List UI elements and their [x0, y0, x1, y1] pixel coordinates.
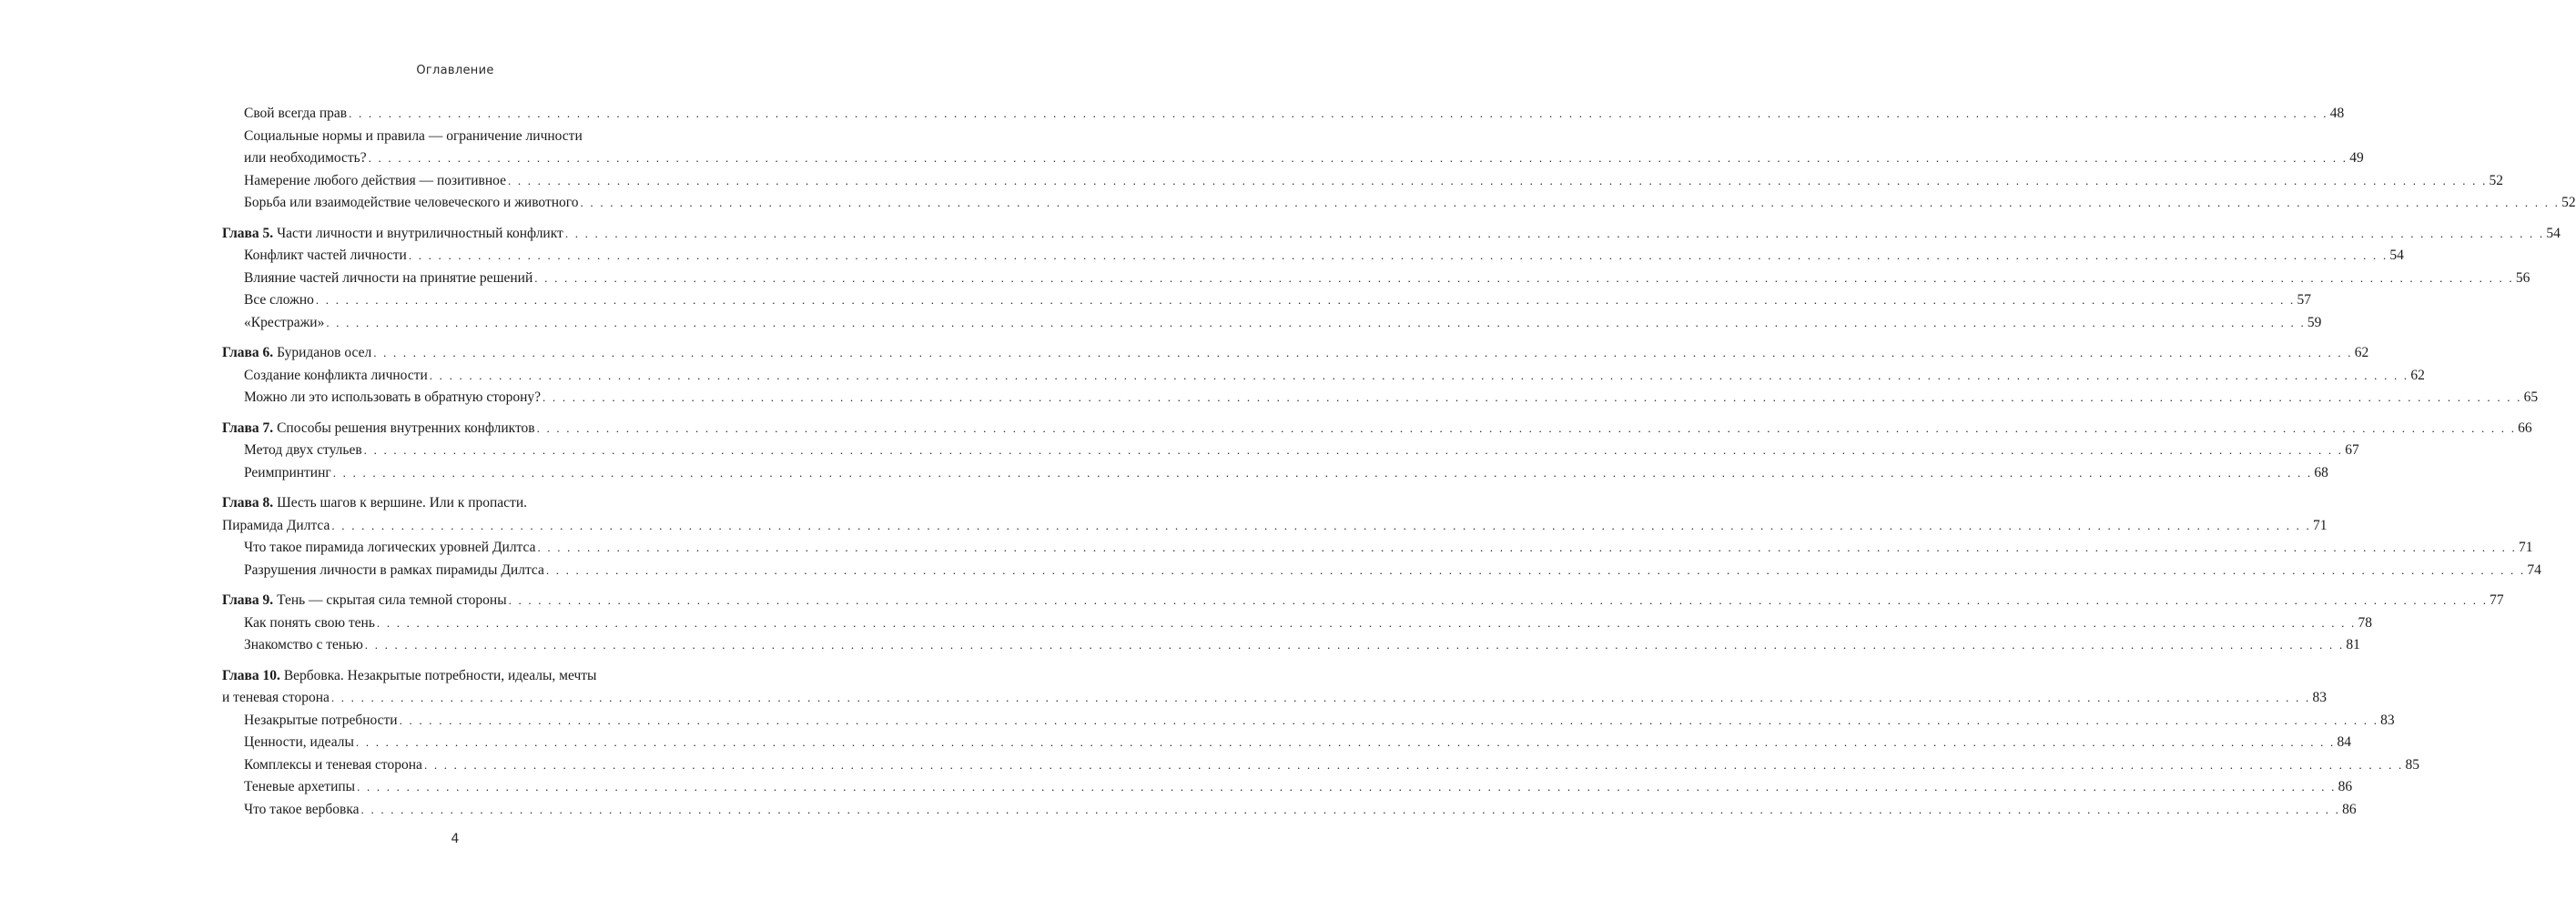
toc-page-number: 62: [2410, 367, 2425, 383]
dot-leader: . . . . . . . . . . . . . . . . . . . . . . . . . . . . . . . . . . . . . . . . . . . . . . . . . . . . . . . . . . . . . . . . . . . . . . . . . . . . . . . . . . . . . . . . . . . . . . . . . . . . . . . . . . . . . . . . . . . . . . . . . . . . . . . . . . . . . . . . . . . . . . . . . . . . . . . . . . . . . . . . . . . . . . . . . . . . . . . . . . . . . . . . . . . . . . . . . . . . . . . .: [330, 691, 2311, 704]
dot-leader: . . . . . . . . . . . . . . . . . . . . . . . . . . . . . . . . . . . . . . . . . . . . . . . . . . . . . . . . . . . . . . . . . . . . . . . . . . . . . . . . . . . . . . . . . . . . . . . . . . . . . . . . . . . . . . . . . . . . . . . . . . . . . . . . . . . . . . . . . . . . . . . . . . . . . . . . . . . . . . . . . . . . . . . . . . . . . . . . . . . . . . . . . . . . . . . . . . . . . . . .: [315, 293, 2296, 307]
toc-chapter-entry: [222, 223, 2561, 246]
page-number: 4: [451, 832, 460, 846]
toc-entry-title: [222, 223, 563, 245]
toc-entry-title: [222, 590, 507, 612]
chapter-label: Глава 6.: [222, 345, 274, 360]
toc-entry: [222, 710, 2395, 733]
dot-leader: . . . . . . . . . . . . . . . . . . . . . . . . . . . . . . . . . . . . . . . . . . . . . . . . . . . . . . . . . . . . . . . . . . . . . . . . . . . . . . . . . . . . . . . . . . . . . . . . . . . . . . . . . . . . . . . . . . . . . . . . . . . . . . . . . . . . . . . . . . . . . . . . . . . . . . . . . . . . . . . . . . . . . . . . . . . . . . . . . . . . . . . . . . . . . . . . . . . . . . . .: [360, 802, 2341, 816]
dot-leader: . . . . . . . . . . . . . . . . . . . . . . . . . . . . . . . . . . . . . . . . . . . . . . . . . . . . . . . . . . . . . . . . . . . . . . . . . . . . . . . . . . . . . . . . . . . . . . . . . . . . . . . . . . . . . . . . . . . . . . . . . . . . . . . . . . . . . . . . . . . . . . . . . . . . . . . . . . . . . . . . . . . . . . . . . . . . . . . . . . . . . . . . . . . . . . . . . . . . . . . .: [429, 368, 2409, 382]
toc-entry-title: Комплексы и теневая сторона: [244, 756, 422, 773]
toc-entry: [222, 537, 2533, 560]
dot-leader: . . . . . . . . . . . . . . . . . . . . . . . . . . . . . . . . . . . . . . . . . . . . . . . . . . . . . . . . . . . . . . . . . . . . . . . . . . . . . . . . . . . . . . . . . . . . . . . . . . . . . . . . . . . . . . . . . . . . . . . . . . . . . . . . . . . . . . . . . . . . . . . . . . . . . . . . . . . . . . . . . . . . . . . . . . . . . . . . . . . . . . . . . . . . . . . . . . . . . . . .: [363, 443, 2344, 457]
dot-leader: . . . . . . . . . . . . . . . . . . . . . . . . . . . . . . . . . . . . . . . . . . . . . . . . . . . . . . . . . . . . . . . . . . . . . . . . . . . . . . . . . . . . . . . . . . . . . . . . . . . . . . . . . . . . . . . . . . . . . . . . . . . . . . . . . . . . . . . . . . . . . . . . . . . . . . . . . . . . . . . . . . . . . . . . . . . . . . . . . . . . . . . . . . . . . . . . . . . . . . . .: [364, 638, 2345, 652]
dot-leader: . . . . . . . . . . . . . . . . . . . . . . . . . . . . . . . . . . . . . . . . . . . . . . . . . . . . . . . . . . . . . . . . . . . . . . . . . . . . . . . . . . . . . . . . . . . . . . . . . . . . . . . . . . . . . . . . . . . . . . . . . . . . . . . . . . . . . . . . . . . . . . . . . . . . . . . . . . . . . . . . . . . . . . . . . . . . . . . . . . . . . . . . . . . . . . . . . . . . . . . .: [376, 615, 2357, 630]
toc-entry: [222, 440, 2359, 462]
toc-entry-title: Борьба или взаимодействие человеческого и животного: [244, 195, 579, 210]
toc-entry: [222, 462, 2328, 485]
toc-entry-title: Реимпринтинг: [244, 464, 331, 480]
running-header: Оглавление: [416, 64, 494, 77]
toc-page-number: 83: [2312, 690, 2327, 705]
dot-leader: . . . . . . . . . . . . . . . . . . . . . . . . . . . . . . . . . . . . . . . . . . . . . . . . . . . . . . . . . . . . . . . . . . . . . . . . . . . . . . . . . . . . . . . . . . . . . . . . . . . . . . . . . . . . . . . . . . . . . . . . . . . . . . . . . . . . . . . . . . . . . . . . . . . . . . . . . . . . . . . . . . . . . . . . . . . . . . . . . . . . . . . . . . . . . . . . . . . . . . . .: [534, 270, 2514, 285]
toc-entry: [222, 170, 2504, 193]
toc-page-number: 52: [2489, 172, 2504, 188]
toc-entry-title: Что такое пирамида логических уровней Дилтса: [244, 540, 536, 555]
toc-entry-title: Создание конфликта личности: [244, 367, 428, 383]
toc-entry-title: «Крестражи»: [244, 314, 325, 330]
toc-page-number: 74: [2527, 561, 2541, 578]
toc-entry: [222, 687, 2327, 710]
toc-entry: [222, 268, 2530, 290]
toc-entry-title: [222, 668, 596, 683]
toc-page-number: 71: [2519, 540, 2533, 555]
dot-leader: . . . . . . . . . . . . . . . . . . . . . . . . . . . . . . . . . . . . . . . . . . . . . . . . . . . . . . . . . . . . . . . . . . . . . . . . . . . . . . . . . . . . . . . . . . . . . . . . . . . . . . . . . . . . . . . . . . . . . . . . . . . . . . . . . . . . . . . . . . . . . . . . . . . . . . . . . . . . . . . . . . . . . . . . . . . . . . . . . . . . . . . . . . . . . . . . . . . . . . . .: [368, 151, 2348, 165]
toc-page-number: 68: [2314, 464, 2328, 480]
toc-page-number: 84: [2337, 734, 2351, 750]
toc-entry: [222, 365, 2425, 388]
toc-page-number: 49: [2349, 150, 2364, 166]
dot-leader: . . . . . . . . . . . . . . . . . . . . . . . . . . . . . . . . . . . . . . . . . . . . . . . . . . . . . . . . . . . . . . . . . . . . . . . . . . . . . . . . . . . . . . . . . . . . . . . . . . . . . . . . . . . . . . . . . . . . . . . . . . . . . . . . . . . . . . . . . . . . . . . . . . . . . . . . . . . . . . . . . . . . . . . . . . . . . . . . . . . . . . . . . . . . . . . . . . . . . . . .: [399, 713, 2379, 727]
toc-entry: [222, 126, 691, 148]
toc-entry-title: [222, 495, 527, 511]
toc-entry-title: Незакрытые потребности: [244, 712, 398, 728]
toc-entry-title: или необходимость?: [244, 150, 367, 166]
toc-entry: [222, 634, 2360, 657]
dot-leader: . . . . . . . . . . . . . . . . . . . . . . . . . . . . . . . . . . . . . . . . . . . . . . . . . . . . . . . . . . . . . . . . . . . . . . . . . . . . . . . . . . . . . . . . . . . . . . . . . . . . . . . . . . . . . . . . . . . . . . . . . . . . . . . . . . . . . . . . . . . . . . . . . . . . . . . . . . . . . . . . . . . . . . . . . . . . . . . . . . . . . . . . . . . . . . . . . . . . . . . .: [408, 248, 2388, 262]
toc-chapter-entry: [222, 590, 2504, 612]
chapter-title: Части личности и внутриличностный конфликт: [277, 225, 563, 241]
toc-entry-title: Разрушения личности в рамках пирамиды Дилтса: [244, 561, 544, 578]
toc-entry-title: Знакомство с тенью: [244, 637, 363, 652]
toc-page-number: 78: [2358, 614, 2372, 631]
toc-entry: [222, 732, 2351, 754]
toc-entry: [222, 387, 2539, 410]
toc-page-number: 57: [2297, 292, 2311, 308]
toc-page-number: 54: [2546, 225, 2561, 241]
toc-chapter-entry: [222, 492, 691, 515]
toc-page-number: 65: [2523, 389, 2539, 405]
toc-entry-title: Намерение любого действия — позитивное: [244, 172, 506, 188]
chapter-title: Шесть шагов к вершине. Или к пропасти.: [277, 495, 528, 511]
toc-entry: [222, 192, 2576, 215]
toc-chapter-entry: [222, 418, 2532, 440]
toc-entry-title: [222, 342, 371, 364]
toc-entry: [222, 103, 2345, 126]
toc-page-number: 71: [2312, 517, 2328, 533]
toc-entry: [222, 147, 2364, 170]
toc-entry-title: Влияние частей личности на принятие решений: [244, 269, 533, 286]
dot-leader: . . . . . . . . . . . . . . . . . . . . . . . . . . . . . . . . . . . . . . . . . . . . . . . . . . . . . . . . . . . . . . . . . . . . . . . . . . . . . . . . . . . . . . . . . . . . . . . . . . . . . . . . . . . . . . . . . . . . . . . . . . . . . . . . . . . . . . . . . . . . . . . . . . . . . . . . . . . . . . . . . . . . . . . . . . . . . . . . . . . . . . . . . . . . . . . . . . . . . . . .: [326, 315, 2306, 329]
toc-page-number: 77: [2490, 592, 2504, 608]
toc-entry-title: Социальные нормы и правила — ограничение личности: [244, 127, 583, 144]
toc-entry: [222, 612, 2372, 635]
toc-entry-title: Ценности, идеалы: [244, 734, 354, 750]
table-of-contents: [222, 103, 2576, 821]
toc-chapter-entry: [222, 665, 691, 688]
toc-entry: [222, 754, 2419, 777]
toc-entry-title: [222, 418, 535, 440]
chapter-title: Вербовка. Незакрытые потребности, идеалы, мечты: [283, 667, 597, 683]
dot-leader: . . . . . . . . . . . . . . . . . . . . . . . . . . . . . . . . . . . . . . . . . . . . . . . . . . . . . . . . . . . . . . . . . . . . . . . . . . . . . . . . . . . . . . . . . . . . . . . . . . . . . . . . . . . . . . . . . . . . . . . . . . . . . . . . . . . . . . . . . . . . . . . . . . . . . . . . . . . . . . . . . . . . . . . . . . . . . . . . . . . . . . . . . . . . . . . . . . . . . . . .: [332, 465, 2313, 480]
dot-leader: . . . . . . . . . . . . . . . . . . . . . . . . . . . . . . . . . . . . . . . . . . . . . . . . . . . . . . . . . . . . . . . . . . . . . . . . . . . . . . . . . . . . . . . . . . . . . . . . . . . . . . . . . . . . . . . . . . . . . . . . . . . . . . . . . . . . . . . . . . . . . . . . . . . . . . . . . . . . . . . . . . . . . . . . . . . . . . . . . . . . . . . . . . . . . . . . . . . . . . . .: [508, 593, 2489, 607]
toc-entry-title: Свой всегда прав: [244, 106, 348, 121]
toc-page-number: 67: [2345, 442, 2359, 458]
toc-page-number: 83: [2380, 712, 2395, 728]
toc-entry: [222, 289, 2311, 312]
toc-entry: [222, 515, 2328, 538]
toc-page-number: 66: [2518, 420, 2532, 436]
toc-page-number: 52: [2561, 195, 2576, 210]
dot-leader: . . . . . . . . . . . . . . . . . . . . . . . . . . . . . . . . . . . . . . . . . . . . . . . . . . . . . . . . . . . . . . . . . . . . . . . . . . . . . . . . . . . . . . . . . . . . . . . . . . . . . . . . . . . . . . . . . . . . . . . . . . . . . . . . . . . . . . . . . . . . . . . . . . . . . . . . . . . . . . . . . . . . . . . . . . . . . . . . . . . . . . . . . . . . . . . . . . . . . . . .: [355, 735, 2336, 749]
toc-page-number: 81: [2346, 637, 2360, 652]
toc-entry-title: Теневые архетипы: [244, 779, 356, 794]
dot-leader: . . . . . . . . . . . . . . . . . . . . . . . . . . . . . . . . . . . . . . . . . . . . . . . . . . . . . . . . . . . . . . . . . . . . . . . . . . . . . . . . . . . . . . . . . . . . . . . . . . . . . . . . . . . . . . . . . . . . . . . . . . . . . . . . . . . . . . . . . . . . . . . . . . . . . . . . . . . . . . . . . . . . . . . . . . . . . . . . . . . . . . . . . . . . . . . . . . . . . . . .: [357, 780, 2337, 794]
dot-leader: . . . . . . . . . . . . . . . . . . . . . . . . . . . . . . . . . . . . . . . . . . . . . . . . . . . . . . . . . . . . . . . . . . . . . . . . . . . . . . . . . . . . . . . . . . . . . . . . . . . . . . . . . . . . . . . . . . . . . . . . . . . . . . . . . . . . . . . . . . . . . . . . . . . . . . . . . . . . . . . . . . . . . . . . . . . . . . . . . . . . . . . . . . . . . . . . . . . . . . . .: [537, 541, 2518, 554]
toc-entry-title: Метод двух стульев: [244, 442, 362, 458]
toc-entry-title: Что такое вербовка: [244, 801, 360, 817]
toc-page-number: 86: [2342, 801, 2357, 817]
toc-entry: [222, 776, 2353, 799]
toc-entry-title: Пирамида Дилтса: [222, 517, 330, 533]
dot-leader: . . . . . . . . . . . . . . . . . . . . . . . . . . . . . . . . . . . . . . . . . . . . . . . . . . . . . . . . . . . . . . . . . . . . . . . . . . . . . . . . . . . . . . . . . . . . . . . . . . . . . . . . . . . . . . . . . . . . . . . . . . . . . . . . . . . . . . . . . . . . . . . . . . . . . . . . . . . . . . . . . . . . . . . . . . . . . . . . . . . . . . . . . . . . . . . . . . . . . . . .: [564, 226, 2545, 240]
toc-entry: [222, 312, 2322, 335]
chapter-title: Способы решения внутренних конфликтов: [277, 420, 535, 436]
chapter-label: Глава 7.: [222, 420, 274, 436]
dot-leader: . . . . . . . . . . . . . . . . . . . . . . . . . . . . . . . . . . . . . . . . . . . . . . . . . . . . . . . . . . . . . . . . . . . . . . . . . . . . . . . . . . . . . . . . . . . . . . . . . . . . . . . . . . . . . . . . . . . . . . . . . . . . . . . . . . . . . . . . . . . . . . . . . . . . . . . . . . . . . . . . . . . . . . . . . . . . . . . . . . . . . . . . . . . . . . . . . . . . . . . .: [349, 106, 2328, 120]
toc-entry: [222, 245, 2404, 268]
chapter-title: Тень — скрытая сила темной стороны: [277, 592, 507, 608]
chapter-label: Глава 10.: [222, 667, 280, 683]
toc-page-number: 85: [2405, 756, 2419, 773]
toc-entry-title: Все сложно: [244, 292, 314, 308]
dot-leader: . . . . . . . . . . . . . . . . . . . . . . . . . . . . . . . . . . . . . . . . . . . . . . . . . . . . . . . . . . . . . . . . . . . . . . . . . . . . . . . . . . . . . . . . . . . . . . . . . . . . . . . . . . . . . . . . . . . . . . . . . . . . . . . . . . . . . . . . . . . . . . . . . . . . . . . . . . . . . . . . . . . . . . . . . . . . . . . . . . . . . . . . . . . . . . . . . . . . . . . .: [423, 757, 2404, 772]
toc-entry-title: Как понять свою тень: [244, 614, 375, 631]
toc-page-number: 56: [2515, 269, 2530, 286]
toc-entry-title: и теневая сторона: [222, 690, 330, 705]
dot-leader: . . . . . . . . . . . . . . . . . . . . . . . . . . . . . . . . . . . . . . . . . . . . . . . . . . . . . . . . . . . . . . . . . . . . . . . . . . . . . . . . . . . . . . . . . . . . . . . . . . . . . . . . . . . . . . . . . . . . . . . . . . . . . . . . . . . . . . . . . . . . . . . . . . . . . . . . . . . . . . . . . . . . . . . . . . . . . . . . . . . . . . . . . . . . . . . . . . . . . . . .: [373, 346, 2353, 359]
dot-leader: . . . . . . . . . . . . . . . . . . . . . . . . . . . . . . . . . . . . . . . . . . . . . . . . . . . . . . . . . . . . . . . . . . . . . . . . . . . . . . . . . . . . . . . . . . . . . . . . . . . . . . . . . . . . . . . . . . . . . . . . . . . . . . . . . . . . . . . . . . . . . . . . . . . . . . . . . . . . . . . . . . . . . . . . . . . . . . . . . . . . . . . . . . . . . . . . . . . . . . . .: [580, 196, 2561, 209]
toc-chapter-entry: [222, 342, 2369, 365]
toc-page-number: 62: [2354, 345, 2369, 360]
toc-page-number: 86: [2338, 779, 2353, 794]
toc-entry-title: Можно ли это использовать в обратную сторону?: [244, 389, 542, 405]
toc-entry: [222, 799, 2357, 822]
toc-page-number: 48: [2329, 106, 2345, 121]
toc-page-number: 59: [2307, 314, 2322, 330]
chapter-label: Глава 5.: [222, 225, 274, 241]
dot-leader: . . . . . . . . . . . . . . . . . . . . . . . . . . . . . . . . . . . . . . . . . . . . . . . . . . . . . . . . . . . . . . . . . . . . . . . . . . . . . . . . . . . . . . . . . . . . . . . . . . . . . . . . . . . . . . . . . . . . . . . . . . . . . . . . . . . . . . . . . . . . . . . . . . . . . . . . . . . . . . . . . . . . . . . . . . . . . . . . . . . . . . . . . . . . . . . . . . . . . . . .: [545, 562, 2526, 577]
chapter-label: Глава 8.: [222, 495, 274, 511]
chapter-label: Глава 9.: [222, 592, 274, 608]
toc-entry-title: Конфликт частей личности: [244, 248, 407, 263]
dot-leader: . . . . . . . . . . . . . . . . . . . . . . . . . . . . . . . . . . . . . . . . . . . . . . . . . . . . . . . . . . . . . . . . . . . . . . . . . . . . . . . . . . . . . . . . . . . . . . . . . . . . . . . . . . . . . . . . . . . . . . . . . . . . . . . . . . . . . . . . . . . . . . . . . . . . . . . . . . . . . . . . . . . . . . . . . . . . . . . . . . . . . . . . . . . . . . . . . . . . . . . .: [331, 518, 2311, 532]
dot-leader: . . . . . . . . . . . . . . . . . . . . . . . . . . . . . . . . . . . . . . . . . . . . . . . . . . . . . . . . . . . . . . . . . . . . . . . . . . . . . . . . . . . . . . . . . . . . . . . . . . . . . . . . . . . . . . . . . . . . . . . . . . . . . . . . . . . . . . . . . . . . . . . . . . . . . . . . . . . . . . . . . . . . . . . . . . . . . . . . . . . . . . . . . . . . . . . . . . . . . . . .: [543, 390, 2522, 404]
chapter-title: Буриданов осел: [277, 345, 372, 360]
toc-page-number: 54: [2389, 248, 2404, 263]
toc-entry: [222, 560, 2541, 582]
dot-leader: . . . . . . . . . . . . . . . . . . . . . . . . . . . . . . . . . . . . . . . . . . . . . . . . . . . . . . . . . . . . . . . . . . . . . . . . . . . . . . . . . . . . . . . . . . . . . . . . . . . . . . . . . . . . . . . . . . . . . . . . . . . . . . . . . . . . . . . . . . . . . . . . . . . . . . . . . . . . . . . . . . . . . . . . . . . . . . . . . . . . . . . . . . . . . . . . . . . . . . . .: [536, 420, 2517, 435]
dot-leader: . . . . . . . . . . . . . . . . . . . . . . . . . . . . . . . . . . . . . . . . . . . . . . . . . . . . . . . . . . . . . . . . . . . . . . . . . . . . . . . . . . . . . . . . . . . . . . . . . . . . . . . . . . . . . . . . . . . . . . . . . . . . . . . . . . . . . . . . . . . . . . . . . . . . . . . . . . . . . . . . . . . . . . . . . . . . . . . . . . . . . . . . . . . . . . . . . . . . . . . .: [507, 173, 2488, 187]
